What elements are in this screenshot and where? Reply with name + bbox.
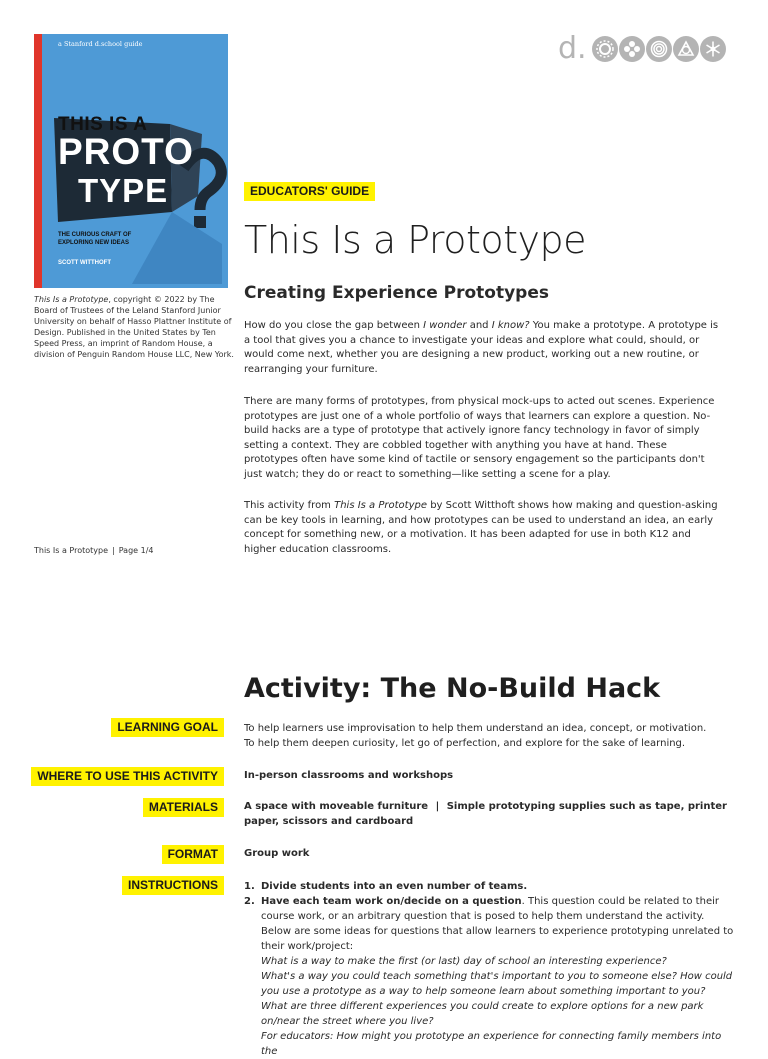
cover-title-line2: PROTO <box>58 131 194 172</box>
page-title: This Is a Prototype <box>244 218 586 262</box>
learning-goal-text <box>244 722 734 751</box>
materials-text <box>244 800 734 829</box>
where-to-use-label: WHERE TO USE THIS ACTIVITY <box>31 767 224 786</box>
footer-separator: | <box>112 546 115 555</box>
step-2-text <box>261 894 734 954</box>
spiral-icon <box>646 36 672 62</box>
cover-title-line3: TYPE <box>78 172 169 209</box>
intro-paragraph-2: There are many forms of prototypes, from physical mock-ups to acted out scenes. Experience prototypes are just one of a whole portfolio of ways that learners can explore a question. No-build hacks are a type of prototype that actively ignore fancy technology in favor of simply setting a context. They are cobbled together with anything you have at hand. These prototypes often have some kind of tactile or sensory engagement so the participants don't just watch; they do or react to something—like setting a scene for a play. <box>244 396 715 480</box>
page-subtitle: Creating Experience Prototypes <box>244 283 550 303</box>
intro-p1-text-a: How do you close the gap between <box>244 320 424 331</box>
step-1-text: Divide students into an even number of teams. <box>261 881 528 892</box>
instruction-step-1 <box>244 879 734 894</box>
triangle-knot-icon <box>673 36 699 62</box>
materials-item-supplies: Simple prototyping supplies such as tape, printer paper, scissors and cardboard <box>244 801 727 827</box>
materials-separator: | <box>435 801 440 812</box>
question-idea-3: What are three different experiences you could create to explore options for a new park on/near the street where you live? <box>261 1001 704 1027</box>
materials-label: MATERIALS <box>143 798 224 817</box>
intro-p3-text-b: by Scott Witthoft shows how making and question-asking can be key tools in learning, and how prototypes can be used to understand an idea, an early concept for something new, or a motivation. It has been adapted for use in both K12 and higher education classrooms. <box>244 500 718 555</box>
step-1-number: 1. <box>244 881 255 892</box>
instruction-step-2 <box>244 894 734 954</box>
activity-title: Activity: The No-Build Hack <box>244 673 661 704</box>
learning-goal-line-1: To help learners use improvisation to help them understand an idea, concept, or motivation. <box>244 723 707 734</box>
intro-p3-text-a: This activity from <box>244 500 335 511</box>
cover-title-line1: THIS IS A <box>58 114 148 135</box>
question-idea-1: What is a way to make the first (or last) day of school an interesting experience? <box>261 956 667 967</box>
cover-series: a Stanford d.school guide <box>58 40 143 48</box>
page-footer <box>34 546 154 555</box>
footer-page-number: Page 1/4 <box>118 546 154 555</box>
learning-goal-label: LEARNING GOAL <box>111 718 224 737</box>
logo-letter: d. <box>558 31 587 66</box>
learning-goal-line-2: To help them deepen curiosity, let go of perfection, and explore for the sake of learning. <box>244 737 686 749</box>
intro-p1-text-b: and <box>466 320 492 331</box>
question-idea-2: What's a way you could teach something that's important to you to someone else? How could you use a prototype as a way to help someone learn about something important to you? <box>261 971 733 997</box>
cover-spine <box>34 34 42 288</box>
step-2-number: 2. <box>244 896 255 907</box>
materials-item-space: A space with moveable furniture <box>244 801 429 812</box>
flower-icon <box>619 36 645 62</box>
copyright-text: , copyright © 2022 by The Board of Trustees of the Leland Stanford Junior University on behalf of Hasso Plattner Institute of Design. Published in the United States by Ten Speed Press, an imprint of Random House, a division of Penguin Random House LLC, New York. <box>34 295 234 359</box>
instructions-list <box>244 879 734 1059</box>
copyright-notice <box>34 294 234 360</box>
intro-p3-italic: This Is a Prototype <box>334 500 428 511</box>
educators-guide-label: EDUCATORS' GUIDE <box>244 182 375 201</box>
footer-doc-title: This Is a Prototype <box>34 546 108 555</box>
step-2-rest: . This question could be related to their course work, or an arbitrary question that is posed to help them understand the activity. Below are some ideas for questions that allow learners to experience prototyping unrelated to their work/project: <box>261 896 734 952</box>
question-idea-4: For educators: How might you prototype an experience for connecting family members into the <box>261 1031 722 1057</box>
gear-icon <box>592 36 618 62</box>
copyright-book-title: This Is a Prototype <box>34 295 109 304</box>
snowflake-icon <box>700 36 726 62</box>
intro-p1-text-c: You make a prototype. A prototype is a tool that gives you a chance to investigate your ideas and explore what could, should, or would come next, whether you are designing a new product, working out a new routine, or rearranging your furniture. <box>244 320 719 375</box>
intro-p1-italic-1: I wonder <box>423 320 467 331</box>
book-cover <box>34 34 228 288</box>
format-label: FORMAT <box>162 845 224 864</box>
instructions-label: INSTRUCTIONS <box>122 876 224 895</box>
format-text: Group work <box>244 848 310 859</box>
intro-p1-italic-2: I know? <box>491 320 530 331</box>
intro-paragraph-1 <box>244 319 724 377</box>
cover-author: SCOTT WITTHOFT <box>58 260 111 266</box>
dschool-logo <box>558 31 726 66</box>
step-2-bold: Have each team work on/decide on a question <box>261 896 522 907</box>
where-to-use-text: In-person classrooms and workshops <box>244 770 454 781</box>
intro-paragraph-3 <box>244 499 724 557</box>
cover-tagline: THE CURIOUS CRAFT OF EXPLORING NEW IDEAS <box>58 232 132 246</box>
